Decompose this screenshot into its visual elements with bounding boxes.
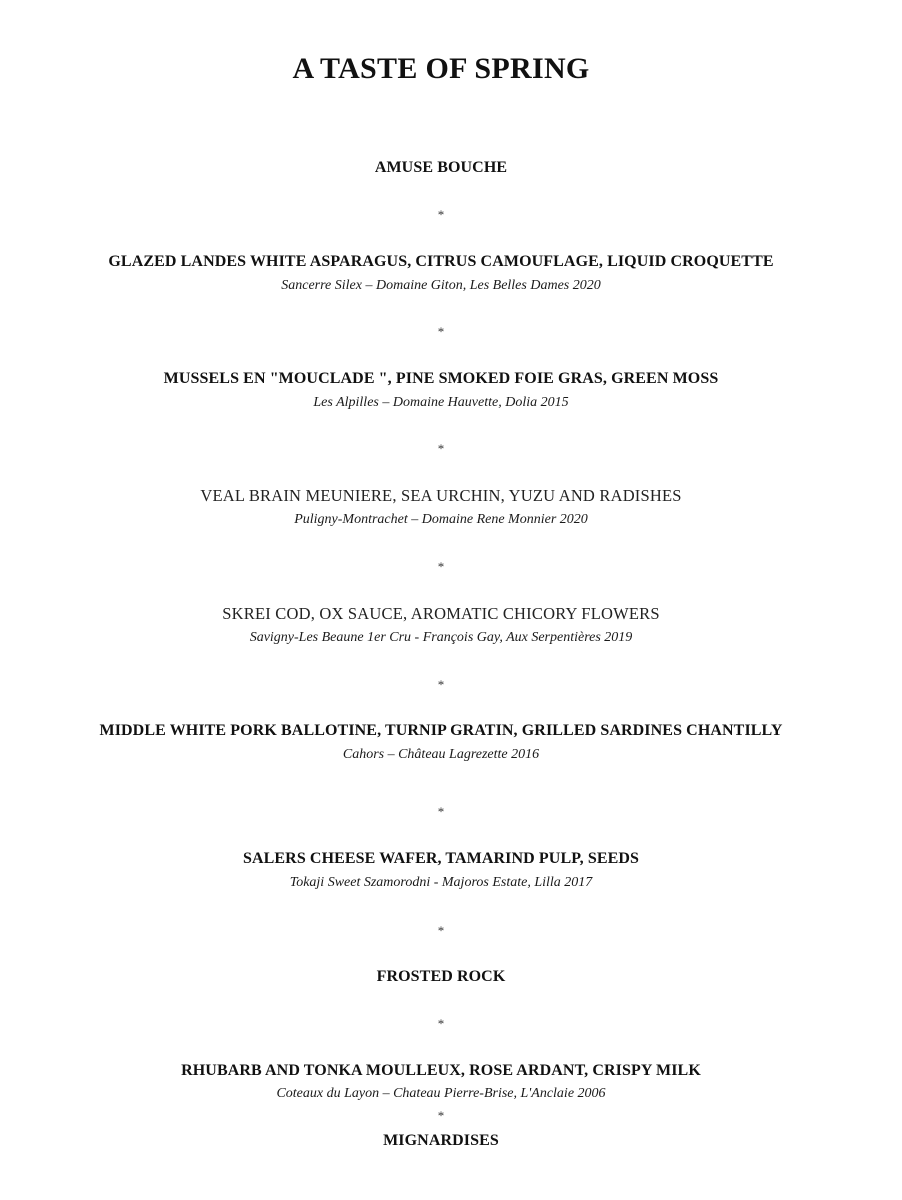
course-frosted-rock: FROSTED ROCK (376, 968, 506, 985)
wine-pairing-skrei-cod: Savigny-Les Beaune 1er Cru - François Gay, Aux Serpentières 2019 (249, 630, 633, 645)
course-mignardises: MIGNARDISES (383, 1132, 499, 1149)
course-rhubarb-tonka: RHUBARB AND TONKA MOULLEUX, ROSE ARDANT, CRISPY MILK (181, 1062, 701, 1079)
separator: * (437, 677, 445, 692)
course-salers-cheese: SALERS CHEESE WAFER, TAMARIND PULP, SEEDS (242, 850, 640, 867)
course-veal-brain: VEAL BRAIN MEUNIERE, SEA URCHIN, YUZU AND RADISHES (200, 486, 682, 505)
wine-pairing-veal-brain: Puligny-Montrachet – Domaine Rene Monnier 2020 (294, 512, 588, 527)
course-skrei-cod: SKREI COD, OX SAUCE, AROMATIC CHICORY FLOWERS (222, 604, 660, 623)
course-amuse-bouche: AMUSE BOUCHE (374, 159, 508, 176)
separator: * (437, 441, 445, 456)
separator: * (437, 923, 445, 938)
wine-pairing-rhubarb-tonka: Coteaux du Layon – Chateau Pierre-Brise, L'Anclaie 2006 (276, 1086, 606, 1101)
course-pork-ballotine: MIDDLE WHITE PORK BALLOTINE, TURNIP GRATIN, GRILLED SARDINES CHANTILLY (99, 722, 783, 739)
wine-pairing-asparagus: Sancerre Silex – Domaine Giton, Les Belles Dames 2020 (281, 278, 601, 293)
menu-title: A TASTE OF SPRING (292, 52, 590, 85)
separator: * (437, 1108, 445, 1123)
separator: * (437, 559, 445, 574)
separator: * (437, 804, 445, 819)
course-mussels: MUSSELS EN "MOUCLADE ", PINE SMOKED FOIE GRAS, GREEN MOSS (163, 370, 719, 387)
wine-pairing-mussels: Les Alpilles – Domaine Hauvette, Dolia 2015 (313, 395, 569, 410)
separator: * (437, 1016, 445, 1031)
separator: * (437, 207, 445, 222)
separator: * (437, 324, 445, 339)
course-asparagus: GLAZED LANDES WHITE ASPARAGUS, CITRUS CAMOUFLAGE, LIQUID CROQUETTE (108, 253, 774, 270)
wine-pairing-salers-cheese: Tokaji Sweet Szamorodni - Majoros Estate, Lilla 2017 (289, 875, 593, 890)
wine-pairing-pork-ballotine: Cahors – Château Lagrezette 2016 (342, 747, 540, 762)
